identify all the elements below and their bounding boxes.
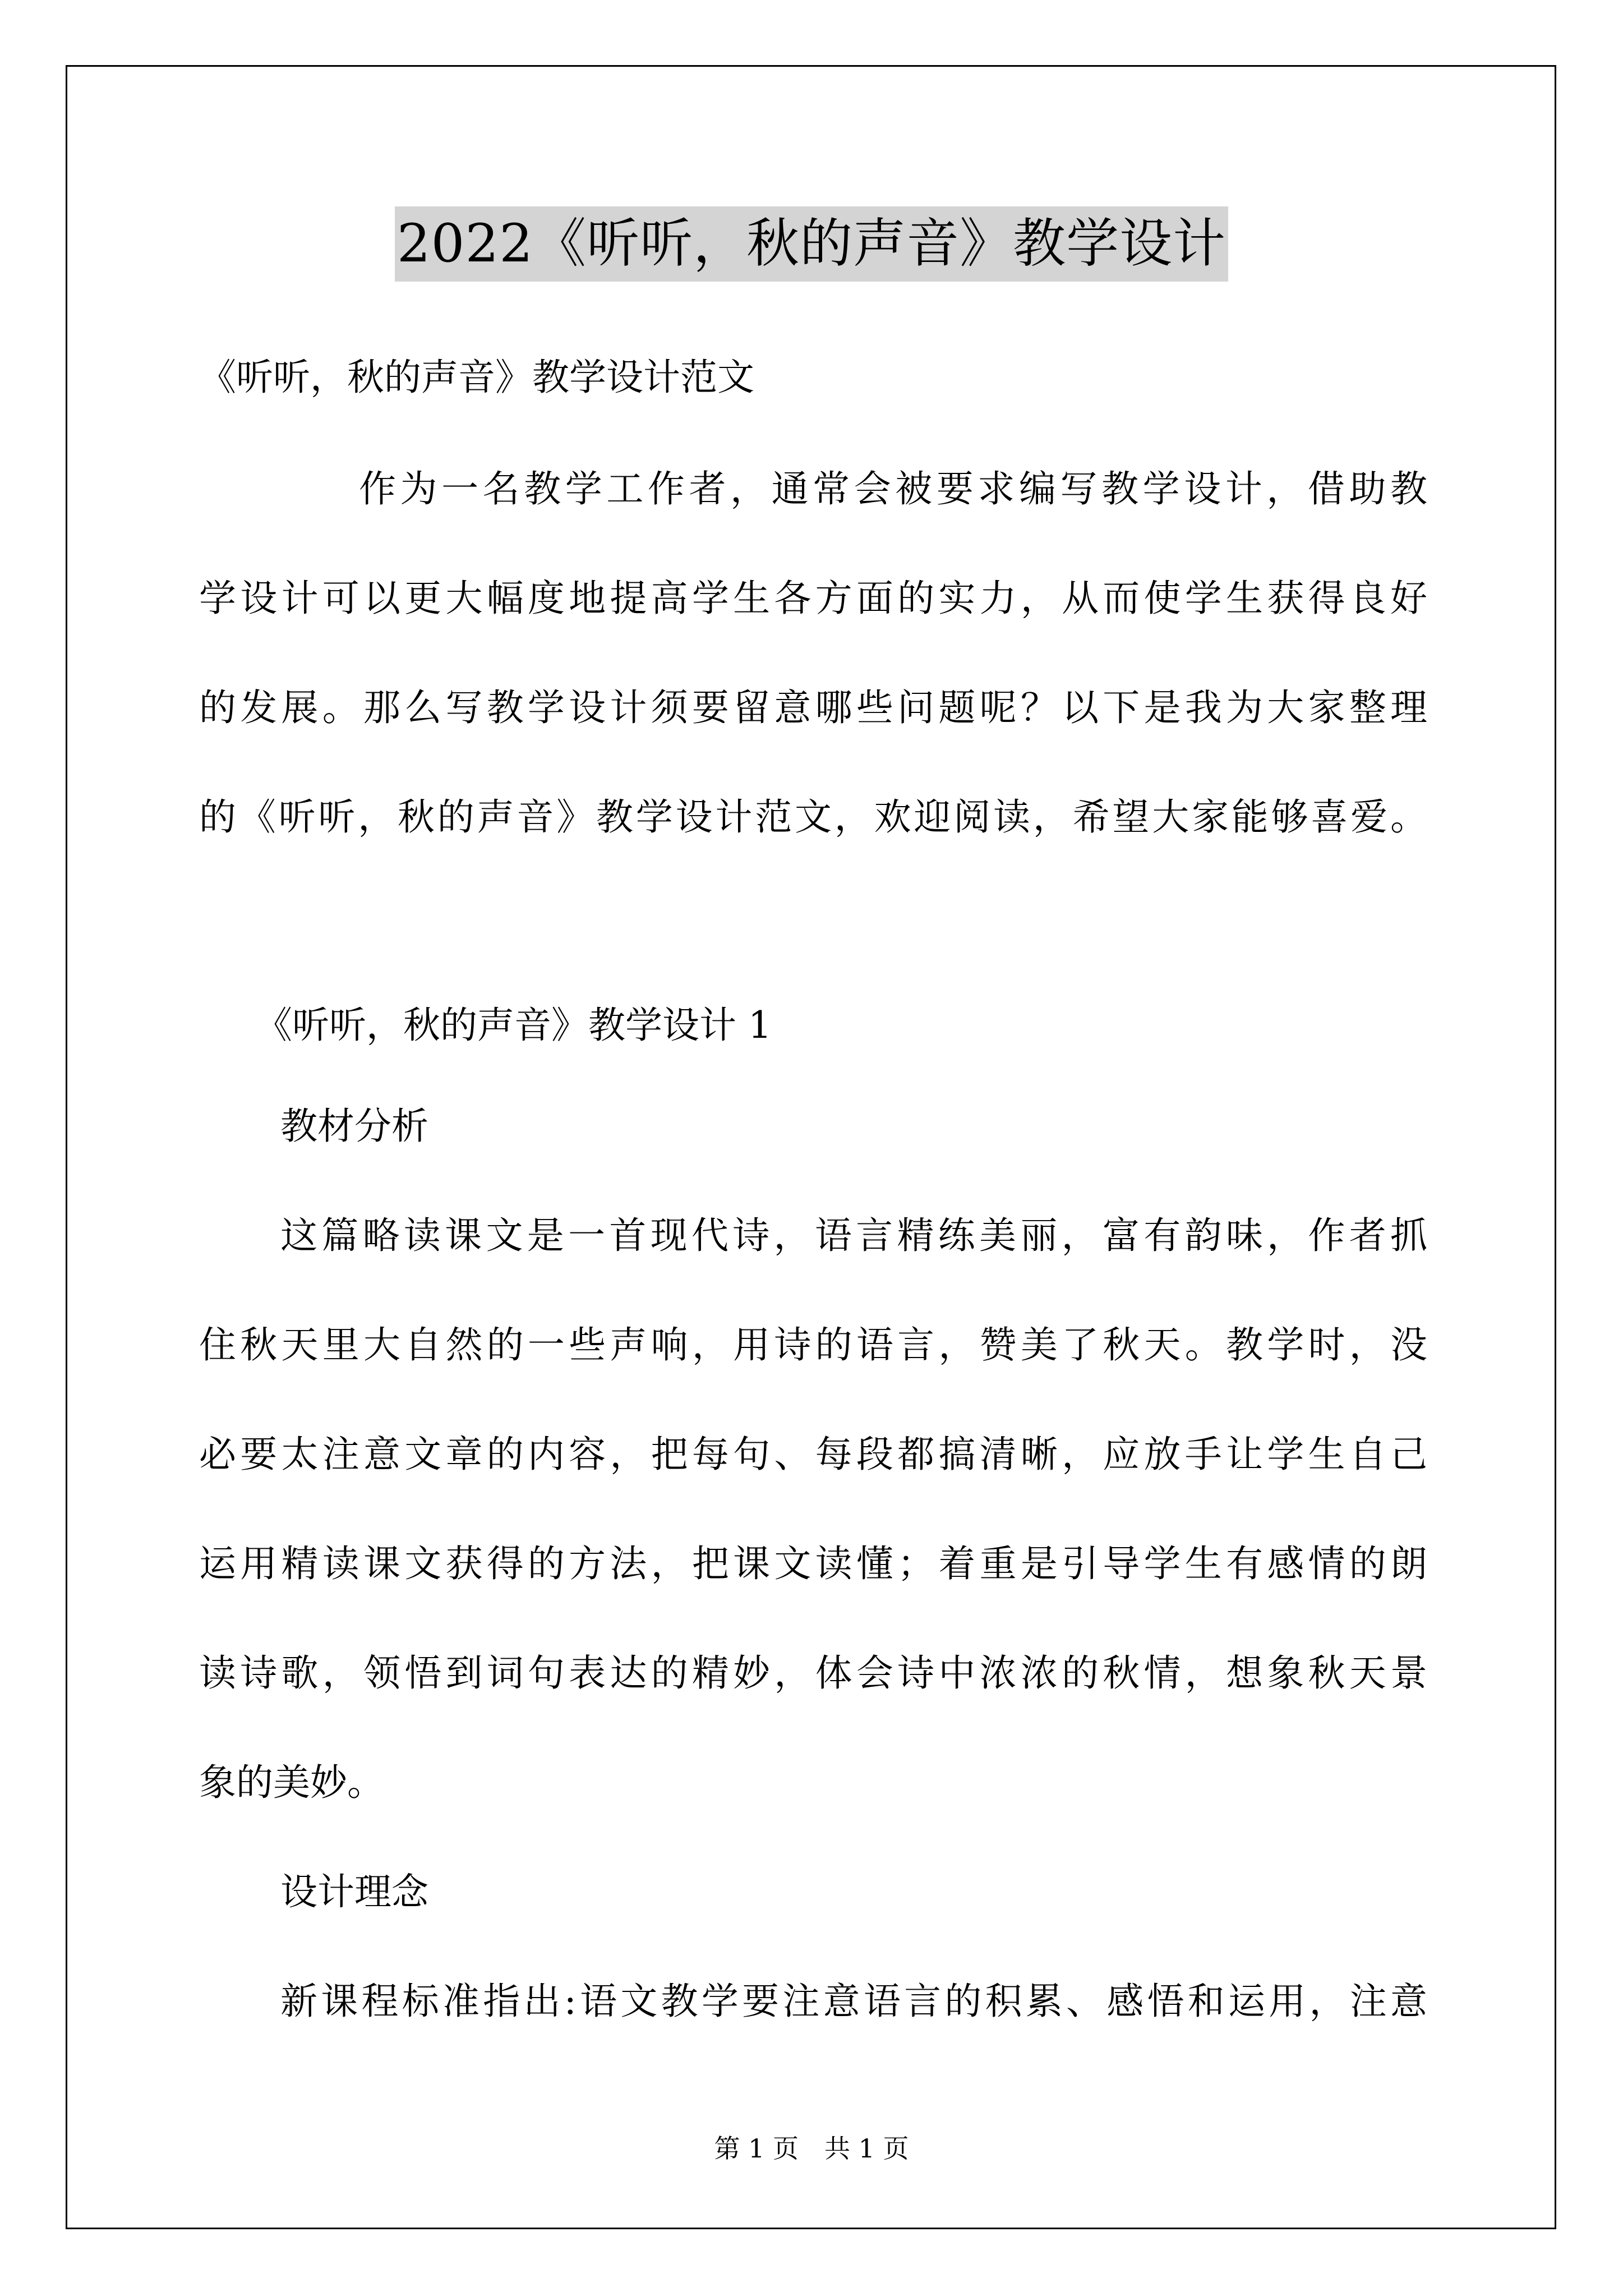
title-container xyxy=(0,206,1623,282)
document-title: 2022《听听，秋的声音》教学设计 xyxy=(395,206,1228,282)
concept-heading: 设计理念 xyxy=(280,1870,428,1913)
analysis-line: 运用精读课文获得的方法，把课文读懂；着重是引导学生有感情的朗 xyxy=(199,1542,1427,1585)
analysis-line: 必要太注意文章的内容，把每句、每段都搞清晰，应放手让学生自己 xyxy=(199,1433,1427,1476)
intro-line: 的《听听，秋的声音》教学设计范文，欢迎阅读，希望大家能够喜爱。 xyxy=(199,795,1427,839)
section-heading: 《听听，秋的声音》教学设计 1 xyxy=(255,1004,772,1047)
analysis-line: 这篇略读课文是一首现代诗，语言精练美丽，富有韵味，作者抓 xyxy=(280,1214,1427,1257)
intro-line: 的发展。那么写教学设计须要留意哪些问题呢？以下是我为大家整理 xyxy=(199,686,1427,729)
intro-line: 作为一名教学工作者，通常会被要求编写教学设计，借助教 xyxy=(359,467,1427,510)
analysis-line: 住秋天里大自然的一些声响，用诗的语言，赞美了秋天。教学时，没 xyxy=(199,1323,1427,1366)
document-subtitle: 《听听，秋的声音》教学设计范文 xyxy=(199,356,754,399)
analysis-heading: 教材分析 xyxy=(280,1105,428,1148)
page-footer: 第 1 页 共 1 页 xyxy=(714,2133,909,2164)
analysis-line: 读诗歌，领悟到词句表达的精妙，体会诗中浓浓的秋情，想象秋天景 xyxy=(199,1651,1427,1695)
analysis-line: 象的美妙。 xyxy=(199,1761,384,1804)
concept-line: 新课程标准指出:语文教学要注意语言的积累、感悟和运用，注意 xyxy=(280,1980,1427,2023)
intro-line: 学设计可以更大幅度地提高学生各方面的实力，从而使学生获得良好 xyxy=(199,577,1427,620)
